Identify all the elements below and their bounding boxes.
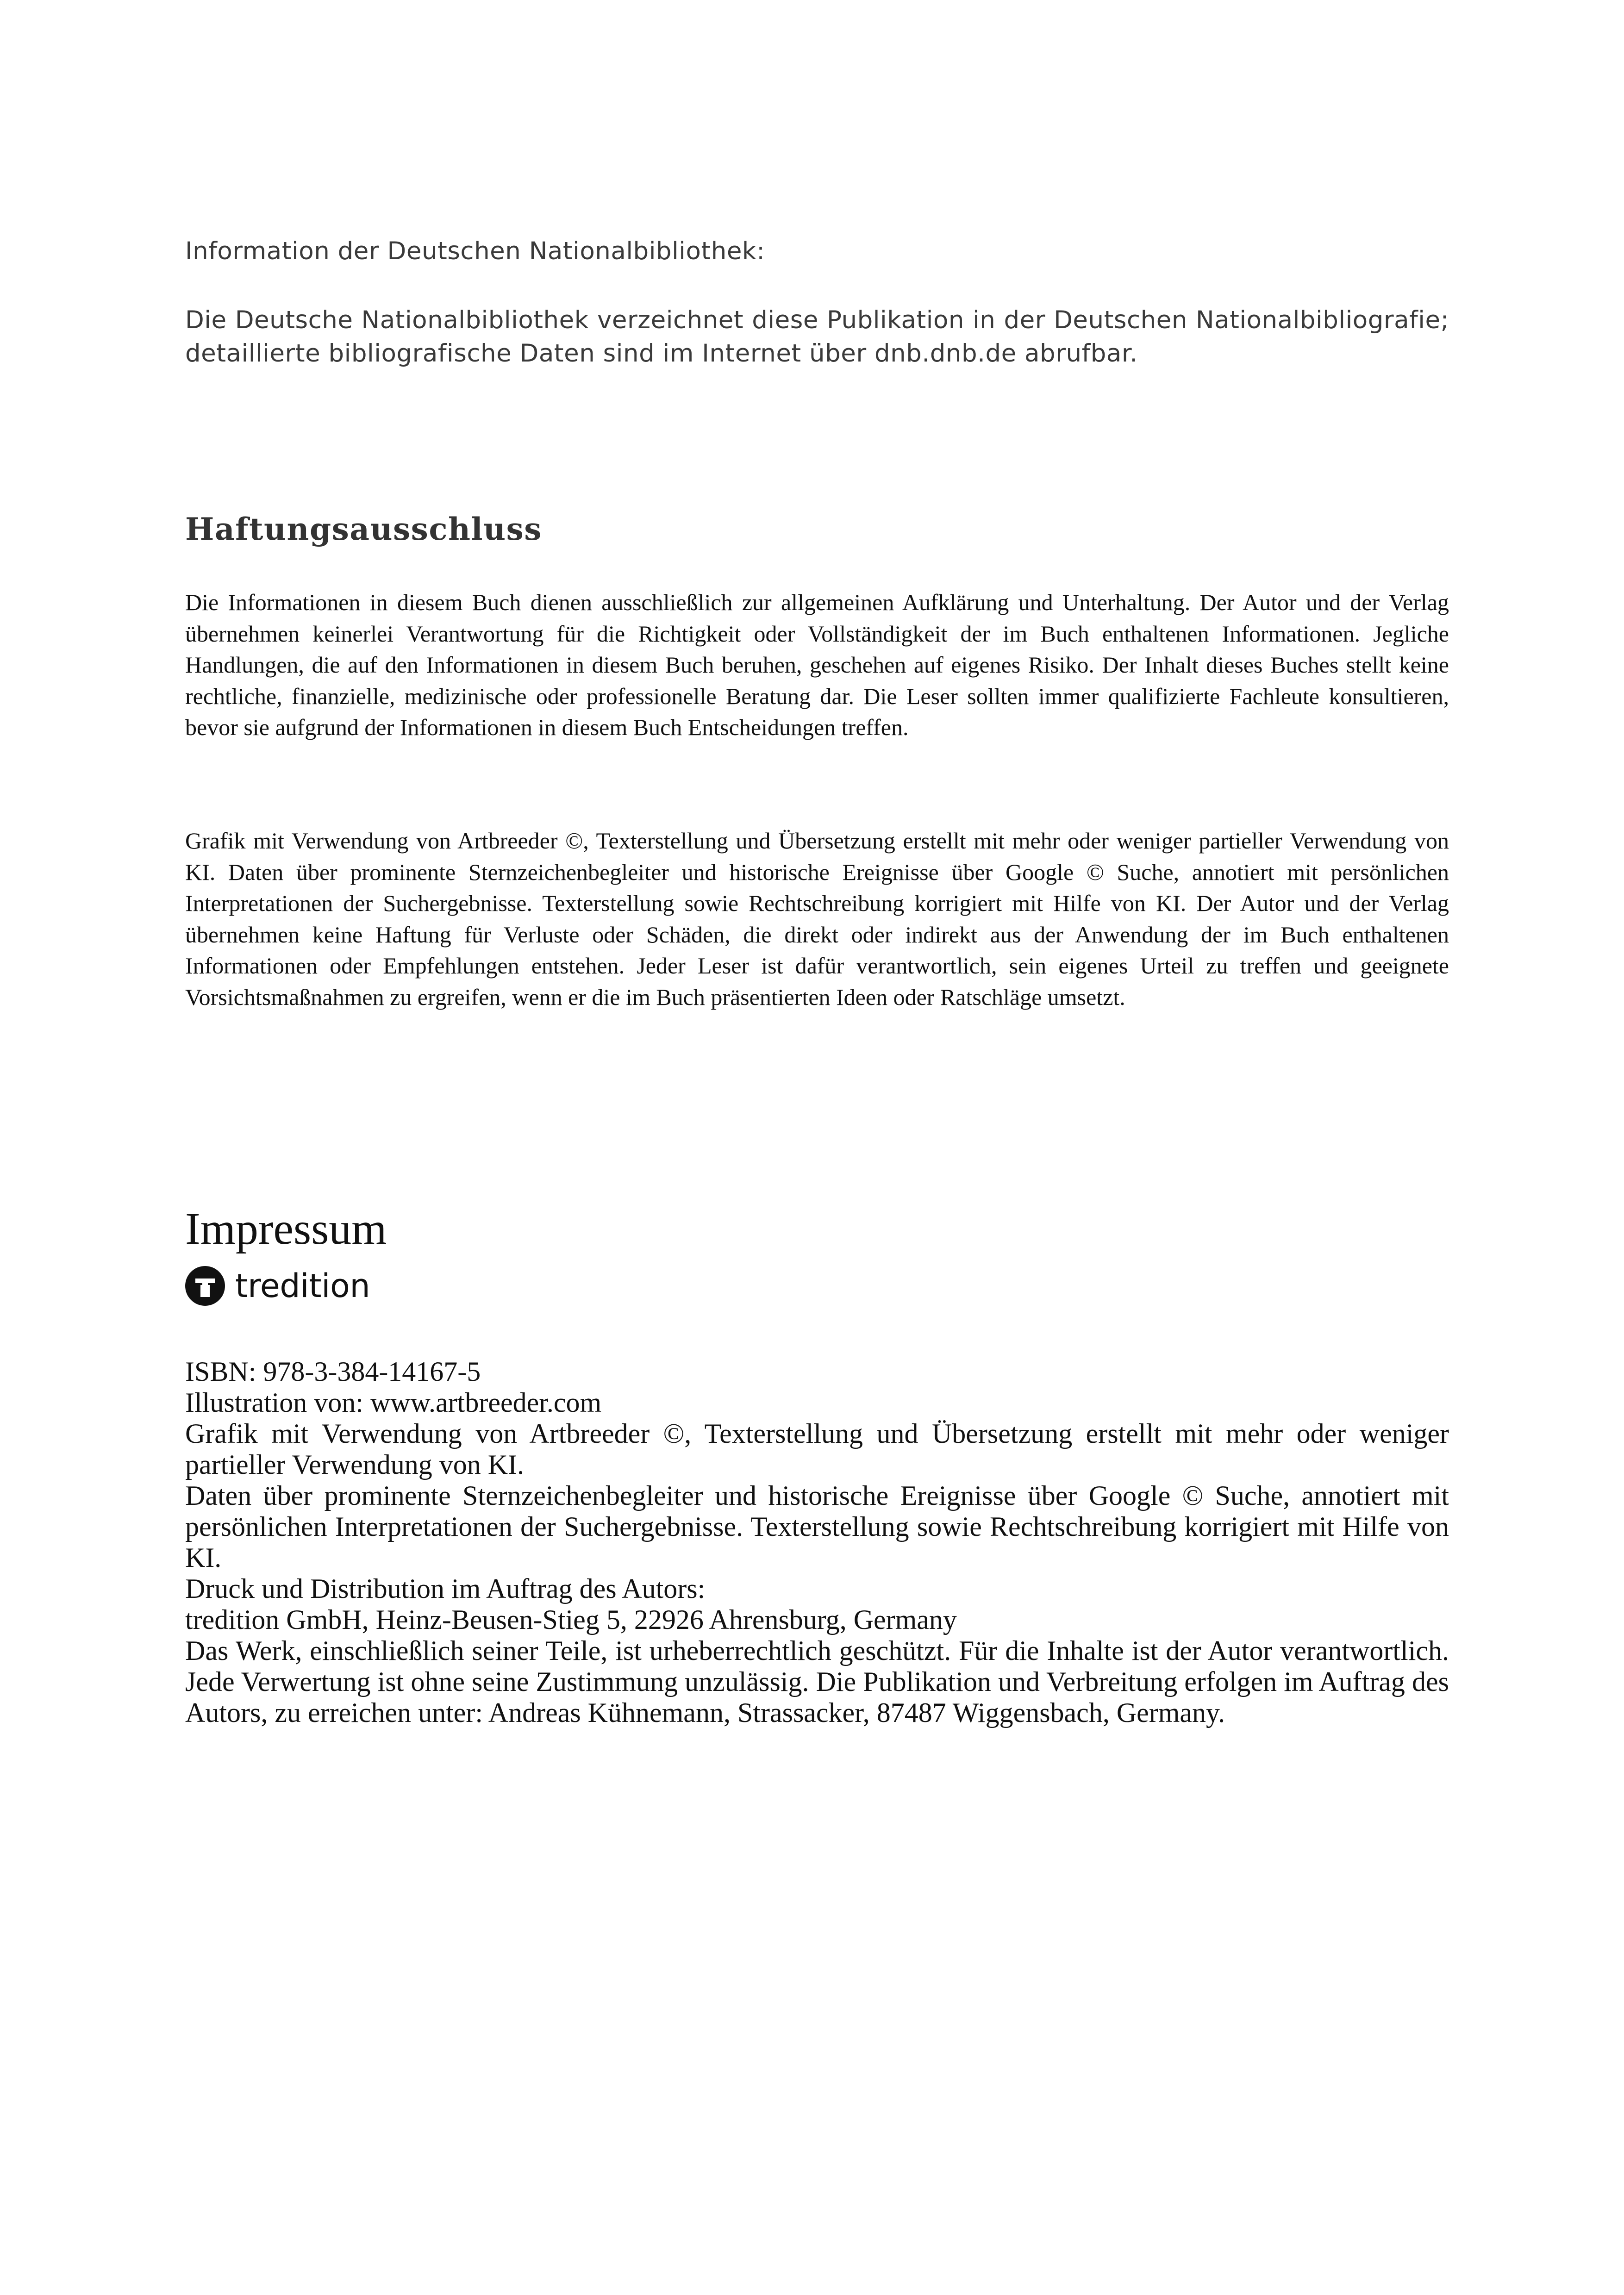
print-distribution-note: Druck und Distribution im Auftrag des Autors:: [185, 1573, 706, 1604]
disclaimer-title: Haftungsausschluss: [185, 511, 542, 547]
disclaimer-paragraph: Die Informationen in diesem Buch dienen ausschließlich zur allgemeinen Aufklärung und Unterhaltung. Der Autor und der Verlag übernehmen keinerlei Verantwortung für die Richtigkeit oder Vollständigkeit der im Buch enthaltenen Informationen. Jegliche Handlungen, die auf den Informationen in diesem Buch beruhen, geschehen auf eigenes Risiko. Der Inhalt dieses Buches stellt keine rechtliche, finanzielle, medizinische oder professionelle Beratung dar. Die Leser sollten immer qualifizierte Fachleute konsultieren, bevor sie aufgrund der Informationen in diesem Buch Entscheidungen treffen.: [185, 589, 1449, 740]
tredition-logo-icon: [185, 1266, 225, 1306]
illustration-credit: Illustration von: www.artbreeder.com: [185, 1387, 602, 1418]
publisher-address: tredition GmbH, Heinz-Beusen-Stieg 5, 22926 Ahrensburg, Germany: [185, 1604, 957, 1635]
publisher-logo-text: tredition: [235, 1267, 370, 1305]
impressum-details: [185, 1356, 1449, 1728]
copyright-notice: Das Werk, einschließlich seiner Teile, ist urheberrechtlich geschützt. Für die Inhalte ist der Autor verantwortlich. Jede Verwertung ist ohne seine Zustimmung unzulässig. Die Publikation und Verbreitung erfolgen im Auftrag des Autors, zu erreichen unter: Andreas Kühnemann, Strassacker, 87487 Wiggensbach, Germany.: [185, 1635, 1449, 1728]
data-credit: Daten über prominente Sternzeichenbegleiter und historische Ereignisse über Google © Suche, annotiert mit persönlichen Interpretationen der Suchergebnisse. Texterstellung sowie Rechtschreibung korrigiert mit Hilfe von KI.: [185, 1480, 1449, 1573]
isbn: ISBN: 978-3-384-14167-5: [185, 1356, 481, 1387]
graphics-credit: Grafik mit Verwendung von Artbreeder ©, Texterstellung und Übersetzung erstellt mit mehr oder weniger partieller Verwendung von KI.: [185, 1418, 1449, 1480]
impressum-title: Impressum: [185, 1204, 387, 1254]
dnb-heading: Information der Deutschen Nationalbibliothek:: [185, 237, 765, 265]
publisher-logo: [185, 1263, 1449, 1309]
dnb-notice-text: Die Deutsche Nationalbibliothek verzeichnet diese Publikation in der Deutschen Nationalbibliografie; detaillierte bibliografische Daten sind im Internet über dnb.dnb.de abrufbar.: [185, 306, 1449, 368]
ai-usage-paragraph: Grafik mit Verwendung von Artbreeder ©, Texterstellung und Übersetzung erstellt mit mehr oder weniger partieller Verwendung von KI. Daten über prominente Sternzeichenbegleiter und historische Ereignisse über Google © Suche, annotiert mit persönlichen Interpretationen der Suchergebnisse. Texterstellung sowie Rechtschreibung korrigiert mit Hilfe von KI. Der Autor und der Verlag übernehmen keine Haftung für Verluste oder Schäden, die direkt oder indirekt aus der Anwendung der im Buch enthaltenen Informationen oder Empfehlungen entstehen. Jeder Leser ist dafür verantwortlich, sein eigenes Urteil zu treffen und geeignete Vorsichtsmaßnahmen zu ergreifen, wenn er die im Buch präsentierten Ideen oder Ratschläge umsetzt.: [185, 828, 1449, 1010]
